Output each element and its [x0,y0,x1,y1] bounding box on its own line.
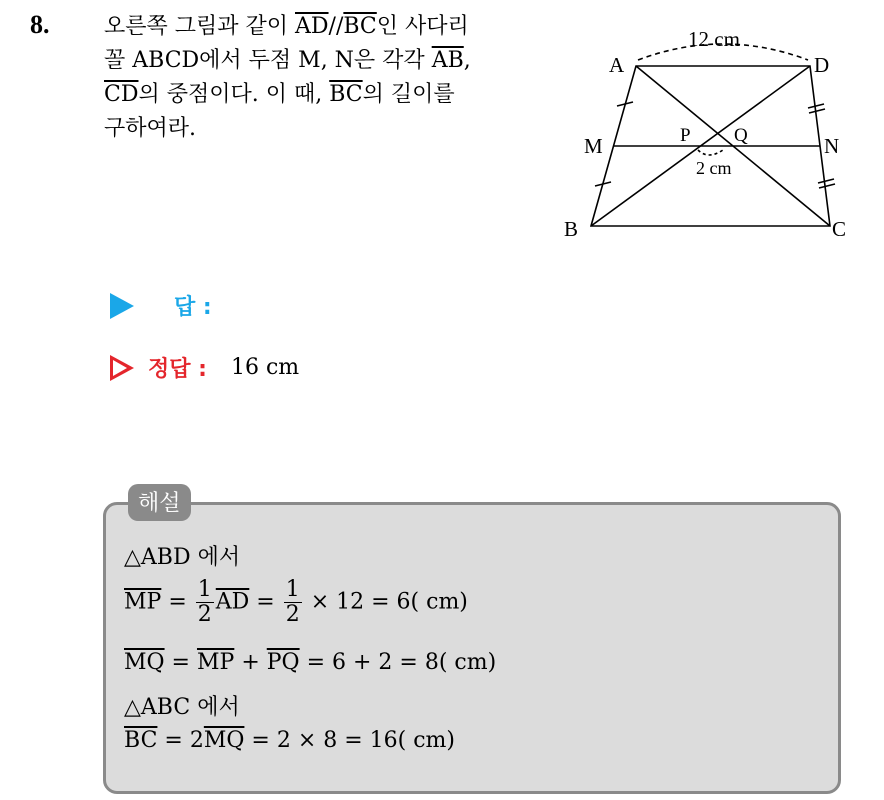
question-line [104,112,544,146]
segment-bc: $\overline{BC}$ [329,82,363,107]
label-c: C [832,217,847,241]
outline-arrow-icon [110,355,134,381]
plus: + [234,650,267,675]
equals: = [249,589,282,615]
explanation-tag: 해설 [128,484,191,521]
explanation-line-1: △ABD 에서 [124,545,241,570]
text: 꼴 ABCD에서 두점 M, N은 각각 [104,48,432,73]
fraction-half [284,578,302,627]
explanation-line-5 [124,728,455,753]
text: 오른쪽 그림과 같이 [104,14,295,39]
answer-label: 답 : [174,295,212,320]
numerator: 1 [285,577,300,602]
correct-answer-label: 정답 : [148,357,207,382]
trapezoid-figure [558,20,858,250]
explanation-line-2 [124,578,468,627]
question-number: 8. [30,10,50,39]
correct-answer-value: 16 cm [230,355,300,380]
segment-mq: $\overline{MQ}$ [203,728,245,753]
text: 의 중점이다. 이 때, [138,82,330,107]
question-line [104,78,544,112]
label-b: B [564,217,579,241]
segment-bc: $\overline{BC}$ [343,14,377,39]
segment-ad: $\overline{AD}$ [215,589,250,615]
denominator: 2 [285,602,300,627]
text: = 6 + 2 = 8( cm) [299,650,497,675]
tick-dn-1 [808,104,824,108]
label-n: N [824,134,840,158]
equals: = [164,650,197,675]
explanation-line-3 [124,650,496,675]
tick-dn-2 [809,109,825,113]
segment-pq: $\overline{PQ}$ [266,650,300,675]
segment-ad: $\overline{AD}$ [295,14,329,39]
play-arrow-icon [110,293,134,319]
text: = 2 × 8 = 16( cm) [244,728,455,753]
text: , [463,48,471,73]
segment-mq: $\overline{MQ}$ [124,650,165,675]
pq-length-label: 2 cm [696,158,732,178]
label-m: M [584,134,603,158]
label-a: A [609,53,625,77]
denominator: 2 [197,602,212,627]
answer-row [110,290,212,321]
question-text [104,10,544,146]
tick-nc-2 [819,184,835,188]
parallel-symbol: // [328,14,344,39]
text: × 12 = 6( cm) [303,589,468,615]
fraction-half [196,578,214,627]
segment-bc: $\overline{BC}$ [124,728,158,753]
text: = 2 [157,728,204,753]
question-line [104,44,544,78]
dimension-arc-pq [698,150,723,155]
explanation-line-4: △ABC 에서 [124,695,240,720]
numerator: 1 [197,577,212,602]
label-q: Q [734,125,748,146]
text: 의 길이를 [362,82,455,107]
text: 구하여라. [104,116,197,141]
label-p: P [680,125,691,146]
correct-answer-row [110,352,299,383]
question-line [104,10,544,44]
segment-ab: $\overline{AB}$ [431,48,464,73]
segment-cd: $\overline{CD}$ [104,82,139,107]
segment-mp: $\overline{MP}$ [124,589,162,615]
segment-mp: $\overline{MP}$ [196,650,235,675]
equals: = [161,589,194,615]
label-d: D [814,53,830,77]
text: 인 사다리 [376,14,469,39]
top-length-label: 12 cm [688,27,740,51]
tick-nc-1 [818,179,834,183]
